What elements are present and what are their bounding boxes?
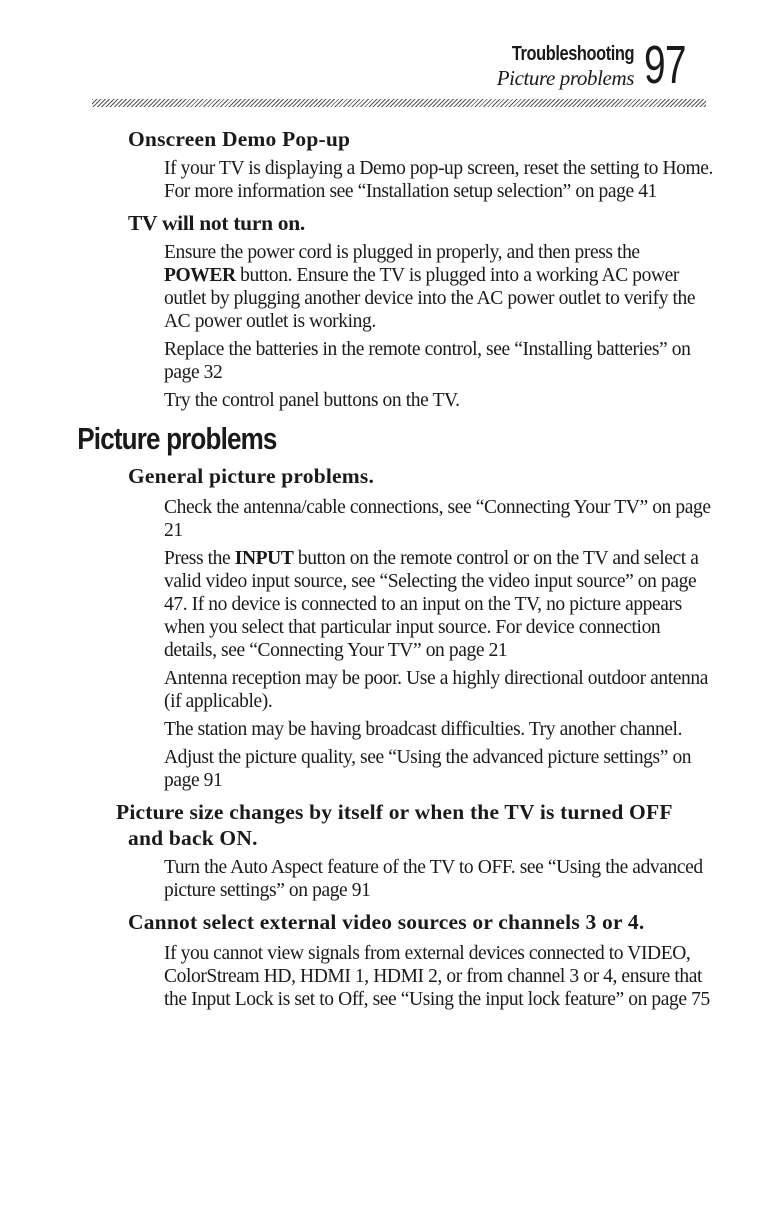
power-button-label: POWER [164, 265, 236, 286]
topic-heading-external-sources: Cannot select external video sources or channels 3 or 4. [128, 910, 645, 934]
topic-paragraph: The station may be having broadcast difficulties. Try another channel. [164, 719, 683, 740]
topic-paragraph: Turn the Auto Aspect feature of the TV to OFF. see “Using the advanced picture settings” on page 91 [164, 857, 703, 901]
topic-heading-demo-popup: Onscreen Demo Pop-up [128, 127, 351, 151]
topic-paragraph: Ensure the power cord is plugged in properly, and then press the POWER button. Ensure the TV is plugged into a working AC power outlet by plugging another device into the AC power outlet to verify the AC power outlet is working. [164, 242, 696, 332]
topic-paragraph: Antenna reception may be poor. Use a highly directional outdoor antenna (if applicable). [164, 668, 708, 712]
topic-paragraph: If you cannot view signals from external devices connected to VIDEO, ColorStream HD, HDMI 1, HDMI 2, or from channel 3 or 4, ensure that the Input Lock is set to Off, see “Using the input lock feature” on page 75 [164, 943, 710, 1010]
page-body [0, 120, 774, 1011]
topic-paragraph: Adjust the picture quality, see “Using the advanced picture settings” on page 91 [164, 747, 692, 791]
topic-heading-general-picture: General picture problems. [128, 464, 375, 488]
topic-paragraph: If your TV is displaying a Demo pop-up screen, reset the setting to Home. For more information see “Installation setup selection” on page 41 [164, 158, 714, 202]
header-divider [92, 99, 706, 107]
topic-paragraph: Check the antenna/cable connections, see “Connecting Your TV” on page 21 [164, 497, 711, 541]
page-number: 97 [644, 35, 686, 95]
topic-paragraph: Try the control panel buttons on the TV. [164, 390, 460, 411]
section-title: Troubleshooting [511, 43, 634, 65]
input-button-label: INPUT [234, 548, 294, 569]
topic-heading-tv-not-on: TV will not turn on. [128, 211, 305, 235]
topic-paragraph: Replace the batteries in the remote control, see “Installing batteries” on page 32 [164, 339, 691, 383]
section-heading-picture-problems: Picture problems [77, 421, 277, 456]
topic-paragraph: Press the INPUT button on the remote control or on the TV and select a valid video input source, see “Selecting the video input source” on page 47. If no device is connected to an input on the TV, no picture appears when you select that particular input source. For device connection details, see “Connecting Your TV” on page 21 [164, 548, 699, 661]
subsection-title: Picture problems [496, 66, 634, 90]
topic-heading-picture-size: Picture size changes by itself or when the TV is turned OFF and back ON. [116, 800, 672, 850]
running-header [485, 42, 634, 90]
